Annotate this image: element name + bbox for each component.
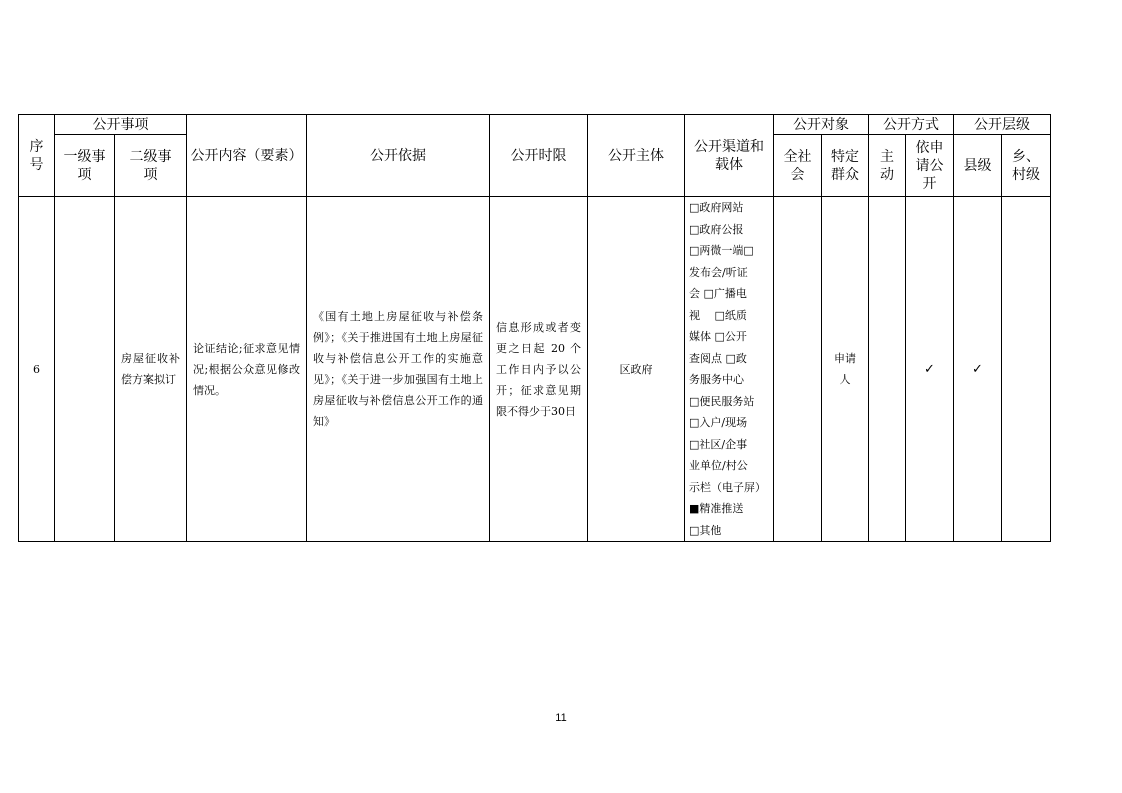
header-audience-all: 全社 会 <box>774 135 822 197</box>
time-limit-text: 信息形成或者变更之日起 20 个工作日内予以公开；征求意见期限不得少于30日 <box>496 320 581 418</box>
check-icon: ✓ <box>972 361 983 377</box>
audience-specific-text: 申请 人 <box>834 352 856 386</box>
channel-item: 视 □纸质 <box>689 308 747 322</box>
header-method-active: 主 动 <box>869 135 906 197</box>
channel-list <box>685 197 773 541</box>
channel-item: 查阅点 □政 <box>689 351 747 365</box>
cell-level-township <box>1002 197 1051 542</box>
header-level-group: 公开层级 <box>954 115 1051 135</box>
content-text: 论证结论;征求意见情况;根据公众意见修改情况。 <box>193 341 300 397</box>
channel-item: □两微一端□ <box>689 244 754 257</box>
channel-item: □政府网站 <box>689 201 744 214</box>
header-row-top <box>19 115 1051 135</box>
header-seq: 序 号 <box>19 115 55 197</box>
table-row <box>19 197 1051 542</box>
header-level-county: 县级 <box>954 135 1002 197</box>
header-method-group: 公开方式 <box>869 115 954 135</box>
channel-item: ■精准推送 <box>689 502 744 515</box>
cell-method-active <box>869 197 906 542</box>
channel-item: □政府公报 <box>689 222 744 236</box>
header-level-township: 乡、 村级 <box>1002 135 1051 197</box>
channel-item: 媒体 □公开 <box>689 330 747 343</box>
cell-subject: 区政府 <box>588 197 685 542</box>
header-matter-group: 公开事项 <box>55 115 187 135</box>
channel-item: □社区/企事 <box>689 437 748 451</box>
disclosure-table <box>18 114 1051 542</box>
cell-channels <box>685 197 774 542</box>
cell-level2 <box>115 197 187 542</box>
channel-item: □入户/现场 <box>689 416 748 429</box>
header-content: 公开内容（要素） <box>187 115 307 197</box>
header-basis: 公开依据 <box>307 115 490 197</box>
header-matter-level1: 一级事 项 <box>55 135 115 197</box>
cell-method-request <box>906 197 954 542</box>
cell-seq: 6 <box>19 197 55 542</box>
cell-level1 <box>55 197 115 542</box>
header-subject: 公开主体 <box>588 115 685 197</box>
channel-item: 示栏（电子屏） <box>689 480 766 494</box>
cell-audience-specific <box>822 197 869 542</box>
channel-item: 务服务中心 <box>689 373 744 386</box>
cell-time-limit <box>490 197 588 542</box>
page-number: 11 <box>555 712 567 724</box>
channel-item: □其他 <box>689 523 722 537</box>
basis-text: 《国有土地上房屋征收与补偿条例》；《关于推进国有土地上房屋征收与补偿信息公开工作的实施意见》；《关于进一步加强国有土地上房屋征收与补偿信息公开工作的通知》 <box>313 310 483 428</box>
check-icon: ✓ <box>924 361 935 377</box>
channel-item: 业单位/村公 <box>689 459 748 472</box>
header-method-request: 依申 请公 开 <box>906 135 954 197</box>
channel-item: 发布会/听证 <box>689 265 748 279</box>
header-audience-group: 公开对象 <box>774 115 869 135</box>
cell-content <box>187 197 307 542</box>
header-channel: 公开渠道和 载体 <box>685 115 774 197</box>
cell-level-county <box>954 197 1002 542</box>
header-time-limit: 公开时限 <box>490 115 588 197</box>
header-audience-specific: 特定 群众 <box>822 135 869 197</box>
channel-item: □便民服务站 <box>689 394 755 408</box>
level2-text: 房屋征收补偿方案拟订 <box>121 352 180 386</box>
channel-item: 会 □广播电 <box>689 287 747 300</box>
cell-basis <box>307 197 490 542</box>
cell-audience-all <box>774 197 822 542</box>
header-matter-level2: 二级事 项 <box>115 135 187 197</box>
